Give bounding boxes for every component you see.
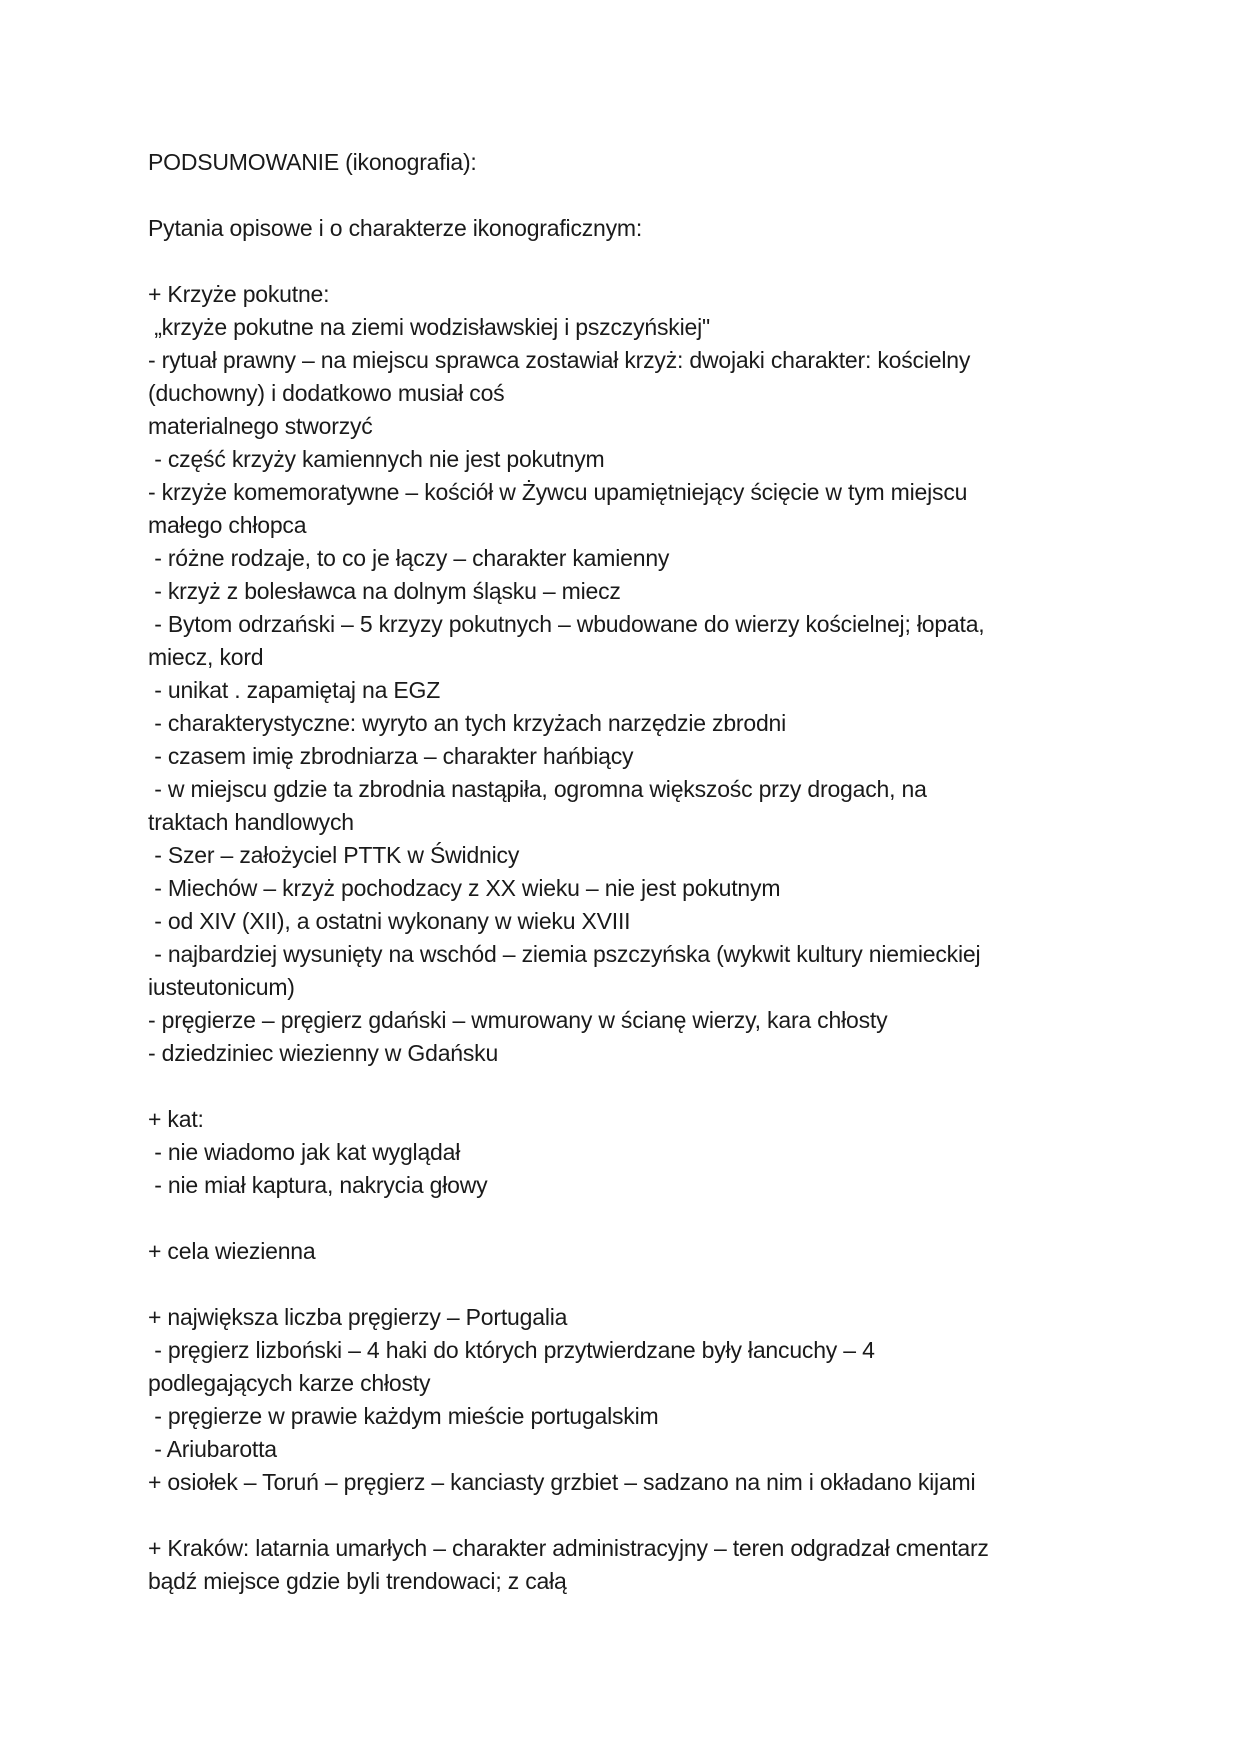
note-line: iusteutonicum)	[148, 974, 295, 1000]
note-line: + kat:	[148, 1106, 204, 1132]
note-line: - pręgierze – pręgierz gdański – wmurowany w ścianę wierzy, kara chłosty	[148, 1007, 888, 1033]
blank-line	[148, 245, 1088, 278]
note-line: „krzyże pokutne na ziemi wodzisławskiej i pszczyńskiej"	[148, 314, 710, 340]
blank-line	[148, 1070, 1088, 1103]
notes-sections	[148, 278, 1088, 1598]
note-line: + największa liczba pręgierzy – Portugalia	[148, 1304, 568, 1330]
note-line: - od XIV (XII), a ostatni wykonany w wieku XVIII	[148, 908, 631, 934]
blank-line	[148, 179, 1088, 212]
note-line: - Miechów – krzyż pochodzacy z XX wieku – nie jest pokutnym	[148, 875, 781, 901]
note-line: + osiołek – Toruń – pręgierz – kanciasty grzbiet – sadzano na nim i okładano kijami	[148, 1469, 976, 1495]
note-line: - krzyż z bolesławca na dolnym śląsku – miecz	[148, 578, 621, 604]
notes-section	[148, 1103, 1088, 1202]
note-line: + Kraków: latarnia umarłych – charakter administracyjny – teren odgradzał cmentarz	[148, 1535, 989, 1561]
note-line: - nie wiadomo jak kat wyglądał	[148, 1139, 461, 1165]
note-line: - Ariubarotta	[148, 1436, 277, 1462]
notes-section	[148, 1532, 1088, 1598]
note-line: - unikat . zapamiętaj na EGZ	[148, 677, 441, 703]
blank-line	[148, 1499, 1088, 1532]
note-line: - w miejscu gdzie ta zbrodnia nastąpiła, ogromna większośc przy drogach, na	[148, 776, 927, 802]
note-line: - rytuał prawny – na miejscu sprawca zostawiał krzyż: dwojaki charakter: kościelny	[148, 347, 971, 373]
note-line: - nie miał kaptura, nakrycia głowy	[148, 1172, 488, 1198]
note-line: traktach handlowych	[148, 809, 354, 835]
note-line: - Szer – założyciel PTTK w Świdnicy	[148, 842, 520, 868]
notes-section	[148, 1235, 1088, 1268]
note-line: - część krzyży kamiennych nie jest pokutnym	[148, 446, 605, 472]
note-line: - różne rodzaje, to co je łączy – charakter kamienny	[148, 545, 670, 571]
note-line: podlegających karze chłosty	[148, 1370, 431, 1396]
note-line: - dziedziniec wiezienny w Gdańsku	[148, 1040, 499, 1066]
blank-line	[148, 1202, 1088, 1235]
note-line: - Bytom odrzański – 5 krzyzy pokutnych – wbudowane do wierzy kościelnej; łopata,	[148, 611, 985, 637]
note-line: - najbardziej wysunięty na wschód – ziemia pszczyńska (wykwit kultury niemieckiej	[148, 941, 981, 967]
document-subtitle: Pytania opisowe i o charakterze ikonograficznym:	[148, 215, 643, 241]
note-line: - pręgierz lizboński – 4 haki do których przytwierdzane były łancuchy – 4	[148, 1337, 875, 1363]
note-line: + Krzyże pokutne:	[148, 281, 330, 307]
note-line: - krzyże komemoratywne – kościół w Żywcu upamiętniejący ścięcie w tym miejscu	[148, 479, 968, 505]
notes-section	[148, 278, 1088, 1070]
note-line: - czasem imię zbrodniarza – charakter hańbiący	[148, 743, 634, 769]
document-body	[148, 146, 1088, 1598]
note-line: bądź miejsce gdzie byli trendowaci; z całą	[148, 1568, 567, 1594]
note-line: (duchowny) i dodatkowo musiał coś	[148, 380, 505, 406]
blank-line	[148, 1268, 1088, 1301]
note-line: - charakterystyczne: wyryto an tych krzyżach narzędzie zbrodni	[148, 710, 787, 736]
note-line: - pręgierze w prawie każdym mieście portugalskim	[148, 1403, 659, 1429]
note-line: materialnego stworzyć	[148, 413, 373, 439]
note-line: małego chłopca	[148, 512, 307, 538]
note-line: + cela wiezienna	[148, 1238, 316, 1264]
note-line: miecz, kord	[148, 644, 264, 670]
document-title: PODSUMOWANIE (ikonografia):	[148, 149, 477, 175]
notes-section	[148, 1301, 1088, 1499]
